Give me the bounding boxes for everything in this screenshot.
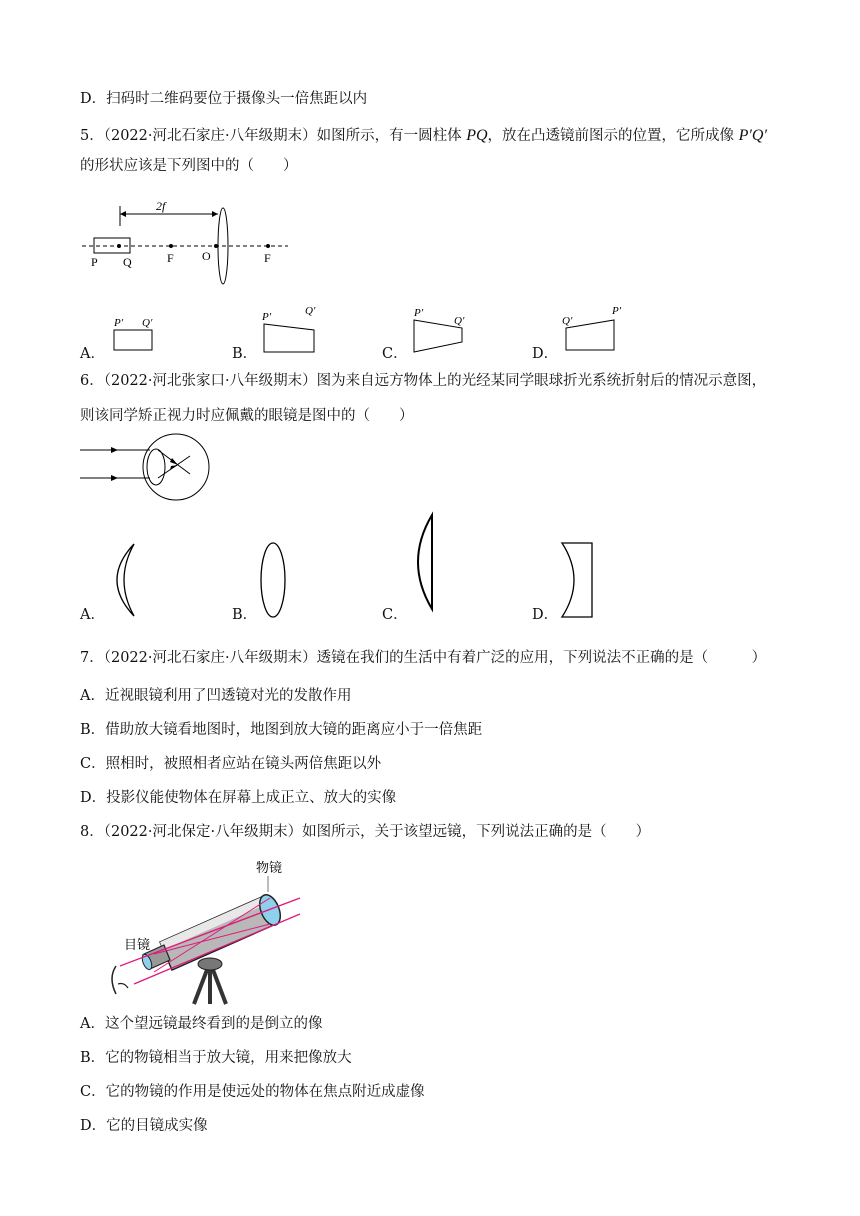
q6-option-a-label: A． bbox=[80, 607, 105, 623]
q6-stem-line2: 则该同学矫正视力时应佩戴的眼镜是图中的（ ） bbox=[80, 408, 414, 424]
q5-label-2f: 2f bbox=[156, 199, 166, 213]
q6-option-b-label: B． bbox=[232, 607, 258, 623]
svg-text:Q′: Q′ bbox=[562, 315, 573, 327]
q6-option-d-label: D． bbox=[532, 607, 559, 623]
q8-label-eyepiece: 目镜 bbox=[124, 937, 151, 952]
q4-option-d: D．扫码时二维码要位于摄像头一倍焦距以内 bbox=[80, 91, 368, 107]
q6-option-a-lens bbox=[106, 540, 146, 620]
q5-lens-figure bbox=[78, 196, 298, 278]
q6-stem-line1: 6．（2022·河北张家口·八年级期末）图为来自远方物体上的光经某同学眼球折光系统折射后的情况示意图， bbox=[80, 373, 767, 389]
q8-label-objective: 物镜 bbox=[256, 860, 283, 875]
q5-stem-line2: 的形状应该是下列图中的（ ） bbox=[80, 158, 298, 174]
svg-text:P′: P′ bbox=[262, 311, 272, 323]
q5-option-b-figure bbox=[258, 300, 328, 358]
svg-text:Q′: Q′ bbox=[305, 305, 316, 317]
q5-option-c-figure bbox=[408, 302, 478, 357]
svg-text:Q′: Q′ bbox=[454, 315, 465, 327]
q7-option-a: A．近视眼镜利用了凹透镜对光的发散作用 bbox=[80, 688, 352, 704]
q5-option-d-figure bbox=[560, 300, 635, 355]
q8-option-a: A．这个望远镜最终看到的是倒立的像 bbox=[80, 1016, 323, 1032]
q6-option-d-lens bbox=[558, 540, 598, 620]
q8-telescope-figure bbox=[104, 854, 314, 1004]
q6-option-c-label: C． bbox=[382, 607, 408, 623]
q5-label-o: O bbox=[202, 249, 211, 263]
q5-label-f1: F bbox=[167, 251, 174, 265]
svg-text:P′: P′ bbox=[114, 317, 124, 329]
q6-option-c-lens bbox=[408, 512, 448, 612]
svg-text:Q′: Q′ bbox=[142, 317, 153, 329]
q5-option-d-label: D． bbox=[532, 346, 559, 362]
svg-text:P′: P′ bbox=[414, 307, 424, 319]
q7-option-b: B．借助放大镜看地图时，地图到放大镜的距离应小于一倍焦距 bbox=[80, 722, 483, 738]
q5-option-c-label: C． bbox=[382, 346, 408, 362]
svg-text:P′: P′ bbox=[612, 305, 622, 317]
q5-option-a-figure bbox=[108, 310, 168, 355]
q5-label-p: P bbox=[91, 255, 98, 269]
q5-label-f2: F bbox=[264, 251, 271, 265]
q5-stem-line1: 5．（2022·河北石家庄·八年级期末）如图所示，有一圆柱体 PQ，放在凸透镜前图示的位置，它所成像 P′Q′ bbox=[80, 127, 767, 144]
q5-label-q: Q bbox=[123, 255, 132, 269]
q8-option-d: D．它的目镜成实像 bbox=[80, 1118, 208, 1134]
q5-option-a-label: A． bbox=[80, 346, 105, 362]
q8-option-b: B．它的物镜相当于放大镜，用来把像放大 bbox=[80, 1050, 352, 1066]
q5-option-b-label: B． bbox=[232, 346, 258, 362]
q7-stem: 7．（2022·河北石家庄·八年级期末）透镜在我们的生活中有着广泛的应用，下列说法不正确的是（ ） bbox=[80, 650, 767, 666]
q8-option-c: C．它的物镜的作用是使远处的物体在焦点附近成虚像 bbox=[80, 1084, 425, 1100]
q8-stem: 8．（2022·河北保定·八年级期末）如图所示，关于该望远镜，下列说法正确的是（ ） bbox=[80, 824, 651, 840]
q6-option-b-lens bbox=[254, 540, 294, 620]
q7-option-d: D．投影仪能使物体在屏幕上成正立、放大的实像 bbox=[80, 790, 397, 806]
q6-eye-figure bbox=[78, 432, 218, 502]
q7-option-c: C．照相时，被照相者应站在镜头两倍焦距以外 bbox=[80, 756, 382, 772]
